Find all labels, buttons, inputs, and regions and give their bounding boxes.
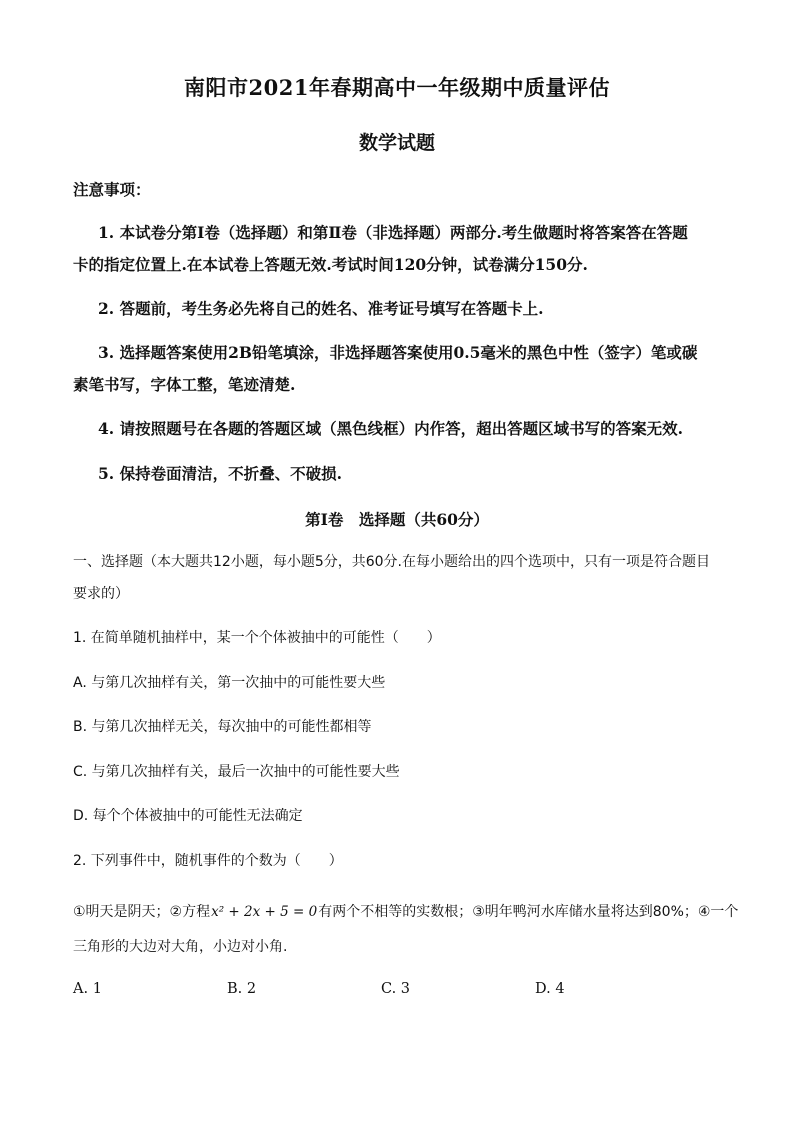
question-2-option-b: B. 2 (227, 981, 257, 997)
note-item-3-line-1: 3. 选择题答案使用2B铅笔填涂，非选择题答案使用0.5毫米的黑色中性（签字）笔或碳 (98, 343, 698, 362)
question-2-events-line-1 (73, 901, 738, 921)
question-2-events-part-1: ①明天是阴天；②方程 (73, 904, 211, 920)
note-item-2: 2. 答题前，考生务必先将自己的姓名、准考证号填写在答题卡上. (98, 299, 544, 318)
question-2-option-d: D. 4 (535, 981, 565, 997)
note-item-4: 4. 请按照题号在各题的答题区域（黑色线框）内作答，超出答题区域书写的答案无效. (98, 419, 683, 438)
exam-title: 南阳市2021年春期高中一年级期中质量评估 (184, 75, 610, 100)
exam-subtitle: 数学试题 (358, 132, 435, 154)
section-instruction-line-1: 一、选择题（本大题共12小题，每小题5分，共60分.在每小题给出的四个选项中，只有一项是符合题目 (73, 554, 710, 570)
question-1-option-c: C. 与第几次抽样有关，最后一次抽中的可能性要大些 (73, 764, 400, 780)
note-item-1-line-1: 1. 本试卷分第Ⅰ卷（选择题）和第Ⅱ卷（非选择题）两部分.考生做题时将答案答在答题 (98, 223, 688, 242)
question-2-events-line-2: 三角形的大边对大角，小边对小角. (73, 939, 288, 955)
question-1-stem: 1. 在简单随机抽样中，某一个个体被抽中的可能性（ ） (73, 630, 441, 646)
question-2-stem: 2. 下列事件中，随机事件的个数为（ ） (73, 853, 343, 869)
section-instruction-line-2: 要求的） (73, 586, 129, 602)
question-1-option-a: A. 与第几次抽样有关，第一次抽中的可能性要大些 (73, 675, 386, 691)
question-2-option-c: C. 3 (381, 981, 411, 997)
section-title: 第Ⅰ卷 选择题（共60分） (305, 510, 489, 529)
note-item-3-line-2: 素笔书写，字体工整，笔迹清楚. (73, 375, 296, 394)
note-item-5: 5. 保持卷面清洁，不折叠、不破损. (98, 464, 342, 483)
note-item-1-line-2: 卡的指定位置上.在本试卷上答题无效.考试时间120分钟，试卷满分150分. (73, 255, 588, 274)
question-1-option-b: B. 与第几次抽样无关，每次抽中的可能性都相等 (73, 719, 372, 735)
question-2-option-a: A. 1 (73, 981, 102, 997)
question-2-equation: x² + 2x + 5 = 0 (211, 904, 318, 920)
question-1-option-d: D. 每个个体被抽中的可能性无法确定 (73, 808, 303, 824)
question-2-events-part-2: 有两个不相等的实数根；③明年鸭河水库储水量将达到80%；④一个 (318, 904, 739, 920)
notes-heading: 注意事项： (73, 180, 151, 199)
